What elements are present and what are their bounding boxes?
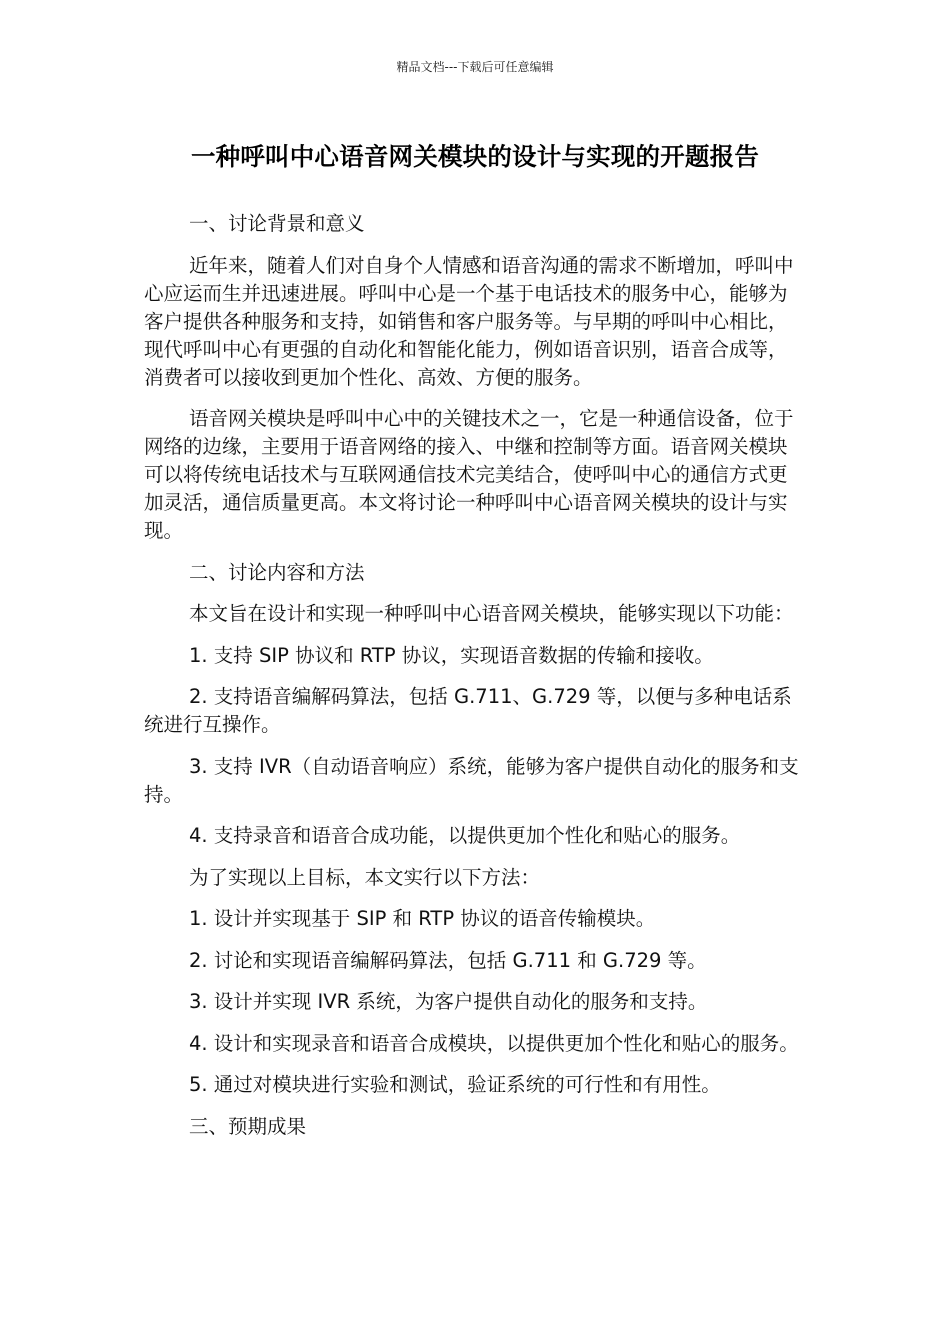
list-item-method-1: 1. 设计并实现基于 SIP 和 RTP 协议的语音传输模块。 xyxy=(189,907,656,930)
paragraph-goals-intro: 本文旨在设计和实现一种呼叫中心语音网关模块，能够实现以下功能： xyxy=(189,602,794,625)
section-heading-content-method: 二、讨论内容和方法 xyxy=(189,560,365,584)
page-header: 精品文档---下载后可任意编辑 xyxy=(396,60,554,74)
section-heading-background: 一、讨论背景和意义 xyxy=(189,212,365,235)
list-item-method-3: 3. 设计并实现 IVR 系统，为客户提供自动化的服务和支持。 xyxy=(189,990,708,1013)
list-item-method-4: 4. 设计和实现录音和语音合成模块，以提供更加个性化和贴心的服务。 xyxy=(189,1031,799,1055)
list-item-method-2: 2. 讨论和实现语音编解码算法，包括 G.711 和 G.729 等。 xyxy=(189,948,707,972)
list-item-function-3: 3. 支持 IVR（自动语音响应）系统，能够为客户提供自动化的服务和支持。 xyxy=(144,754,799,806)
paragraph-methods-intro: 为了实现以上目标，本文实行以下方法： xyxy=(189,865,541,889)
paragraph-background-1: 近年来，随着人们对自身个人情感和语音沟通的需求不断增加，呼叫中心应运而生并迅速进展。呼叫中心是一个基于电话技术的服务中心，能够为客户提供各种服务和支持，如销售和客户服务等。与早期的呼叫中心相比，现代呼叫中心有更强的自动化和智能化能力，例如语音识别，语音合成等，消费者可以接收到更加个性化、高效、方便的服务。 xyxy=(144,253,794,389)
list-item-function-4: 4. 支持录音和语音合成功能，以提供更加个性化和贴心的服务。 xyxy=(189,824,741,847)
section-heading-expected-results: 三、预期成果 xyxy=(189,1114,307,1138)
list-item-method-5: 5. 通过对模块进行实验和测试，验证系统的可行性和有用性。 xyxy=(189,1073,721,1096)
list-item-function-2: 2. 支持语音编解码算法，包括 G.711、G.729 等，以便与多种电话系统进行互操作。 xyxy=(144,685,792,736)
document-body xyxy=(144,210,804,1154)
paragraph-background-2: 语音网关模块是呼叫中心中的关键技术之一，它是一种通信设备，位于网络的边缘，主要用于语音网络的接入、中继和控制等方面。语音网关模块可以将传统电话技术与互联网通信技术完美结合，使呼叫中心的通信方式更加灵活，通信质量更高。本文将讨论一种呼叫中心语音网关模块的设计与实现。 xyxy=(144,407,794,542)
list-item-function-1: 1. 支持 SIP 协议和 RTP 协议，实现语音数据的传输和接收。 xyxy=(189,643,714,667)
document-title: 一种呼叫中心语音网关模块的设计与实现的开题报告 xyxy=(190,142,760,171)
